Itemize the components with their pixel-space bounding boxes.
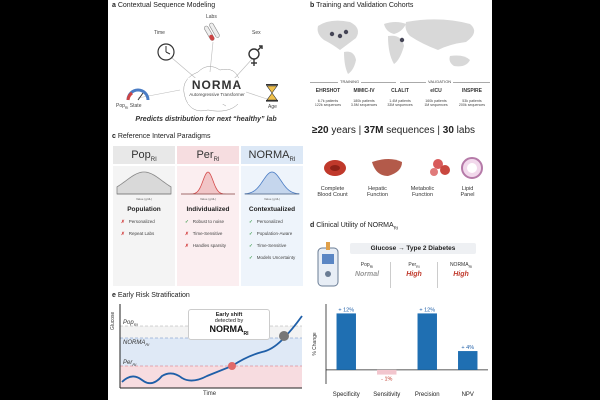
lab-panel-item: Complete Blood Count <box>317 186 348 198</box>
panel-a-caption: Predicts distribution for next “healthy” lab <box>135 116 277 123</box>
panel-b-header: b Training and Validation Cohorts <box>310 2 414 9</box>
axis-label: Value (g/dL) <box>135 197 153 201</box>
cohort-axis <box>310 78 490 86</box>
gauge-icon <box>128 90 148 100</box>
paradigm-feature: ✗ Time-Sensitive <box>185 231 223 236</box>
time-label: Time <box>154 30 165 36</box>
training-label: TRAINING <box>340 79 360 84</box>
early-shift-callout: Early shift detected by $NORMA_{RI}$ <box>188 309 270 340</box>
paradigm-column-norma <box>240 146 304 286</box>
paradigm-header: Per$_{RI}$ <box>177 146 239 164</box>
panel-e-header: e Early Risk Stratification <box>112 292 190 299</box>
distribution-curve <box>241 168 303 202</box>
paradigm-feature: ✓ Models Uncertainty <box>249 255 296 260</box>
paradigm-feature: ✓ Time-Sensitive <box>249 243 287 248</box>
test-tube-icon <box>204 22 221 41</box>
bar-precision <box>418 313 437 369</box>
y-axis-label: % Change <box>312 332 318 356</box>
per-ri-crossing-marker <box>228 362 236 370</box>
age-label: Age <box>268 104 277 110</box>
world-map <box>310 14 490 76</box>
classification-cell: Pop$_{RI}$ Normal <box>354 262 380 278</box>
panel-a-diagram <box>108 10 304 128</box>
paradigm-table <box>112 146 304 286</box>
category-label: Specificity <box>332 392 360 398</box>
axis-label: Value (g/dL) <box>263 197 281 201</box>
lipid-icon <box>462 158 482 178</box>
liver-icon <box>372 159 402 176</box>
model-name: NORMA <box>191 78 243 92</box>
model-subtitle: Autoregressive Transformer <box>189 92 245 97</box>
band-label-norma: $NORMA_{RI}$ <box>123 340 150 348</box>
cohort-item: CLALIT 1.4M patients 33M sequences <box>387 88 413 107</box>
distribution-curve <box>177 168 239 202</box>
pop-ri-crossing-marker <box>279 331 289 341</box>
bar-npv <box>458 351 477 370</box>
paradigm-header: Pop$_{RI}$ <box>113 146 175 164</box>
panel-e-ylabel: Glucose <box>110 311 116 330</box>
cells-icon <box>430 159 450 176</box>
paradigm-feature: ✓ Personalized <box>249 219 283 224</box>
utility-bar-chart <box>310 298 492 400</box>
panel-e-xlabel: Time <box>203 391 217 397</box>
lab-panel-labels <box>310 186 490 198</box>
cohort-item: MIMIC-IV 180k patients 3.5M sequences <box>350 88 378 107</box>
blood-cell-icon <box>324 160 346 176</box>
cohort-stats: ≥20 years | 37M sequences | 30 labs <box>312 125 476 136</box>
paradigm-subtitle: Population <box>127 206 161 213</box>
paradigm-column-pop <box>112 146 176 286</box>
paradigm-header: $NORMA_{RI}$ <box>241 146 303 164</box>
pop-state-label: Pop$_{RI}$ State <box>116 103 142 110</box>
cohort-item: EHRSHOT 6.7k patients 122k sequences <box>314 88 342 107</box>
paradigm-feature: ✓ Population-Aware <box>249 231 293 236</box>
lab-panel-icons <box>310 154 490 184</box>
clock-icon <box>158 44 174 60</box>
paradigm-subtitle: Contextualized <box>248 206 296 213</box>
bar-value-label: + 4% <box>461 345 475 352</box>
distribution-curve <box>113 168 175 202</box>
figure <box>108 0 492 400</box>
paradigm-feature: ✓ Robust to noise <box>185 219 225 224</box>
panel-c-header: c Reference Interval Paradigms <box>112 133 211 140</box>
paradigm-feature: ✗ Handles sparsity <box>185 243 227 248</box>
paradigm-subtitle: Individualized <box>186 206 230 213</box>
bar-value-label: + 12% <box>419 307 436 314</box>
classification-cell: Per$_{RI}$ High <box>390 262 437 288</box>
category-label: Precision <box>414 392 440 398</box>
axis-label: Value (g/dL) <box>199 197 217 201</box>
bar-value-label: - 1% <box>381 376 393 383</box>
classification-row <box>344 262 484 288</box>
sex-label: Sex <box>252 30 261 36</box>
panel-a-header: a Contextual Sequence Modeling <box>112 2 216 9</box>
validation-label: VALIDATION <box>428 79 452 84</box>
lab-panel-item: Hepatic Function <box>366 186 389 198</box>
band-label-per: Per$_{RI}$ <box>123 360 137 368</box>
bar-value-label: + 12% <box>338 307 355 314</box>
panel-d-header: d Clinical Utility of $NORMA_{RI}$ <box>310 222 399 231</box>
cohort-list <box>310 88 490 110</box>
lab-panel-item: Metabolic Function <box>410 186 435 198</box>
category-label: NPV <box>461 392 474 398</box>
bar-specificity <box>337 313 356 369</box>
labs-label: Labs <box>206 14 217 20</box>
hourglass-icon <box>266 84 278 102</box>
bar-sensitivity <box>377 370 396 375</box>
paradigm-column-per <box>176 146 240 286</box>
band-label-pop: Pop$_{RI}$ <box>123 320 138 328</box>
glucose-banner: Glucose → Type 2 Diabetes <box>350 243 476 254</box>
paradigm-feature: ✗ Personalized <box>121 219 155 224</box>
cohort-item: INSPIRE 53k patients 200k sequences <box>458 88 486 107</box>
glucose-meter-icon <box>314 242 344 292</box>
category-label: Sensitivity <box>373 392 401 398</box>
sex-symbol-icon <box>249 46 262 66</box>
paradigm-feature: ✗ Repeat Labs <box>121 231 155 236</box>
cohort-item: eICU 160k patients 1M sequences <box>424 88 448 107</box>
classification-cell: $NORMA_{RI}$ High <box>437 262 484 288</box>
lab-panel-item: Lipid Panel <box>460 186 475 198</box>
model-box <box>188 78 246 104</box>
